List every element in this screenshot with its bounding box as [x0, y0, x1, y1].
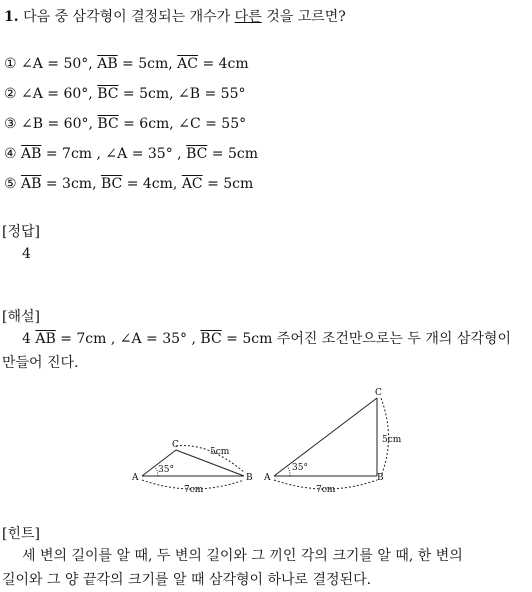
- hint-heading: [힌트]: [2, 526, 40, 542]
- explanation-text: = 7cm , ∠A = 35° ,: [55, 331, 201, 347]
- angle-arc: [287, 466, 290, 476]
- option-marker: ①: [4, 56, 17, 72]
- segment-bc: $\overline{BC}$: [100, 176, 123, 192]
- question-text-end: 것을 고르면?: [266, 9, 346, 25]
- side-ac: [274, 398, 377, 476]
- answer-value: 4: [22, 246, 31, 262]
- question-underlined-word: 다른: [234, 9, 262, 25]
- question-text: 다음 중 삼각형이 결정되는 개수가: [23, 9, 231, 25]
- segment-bc: $\overline{BC}$: [97, 86, 119, 102]
- side-ab-label: 7cm: [316, 485, 336, 495]
- question-number: 1.: [4, 9, 19, 25]
- option-text: = 4cm: [198, 56, 249, 72]
- option-text: = 5cm, ∠B = 55°: [118, 86, 246, 102]
- option-4[interactable]: [4, 146, 258, 162]
- option-text: = 5cm,: [117, 56, 178, 72]
- option-text: = 6cm, ∠C = 55°: [118, 116, 247, 132]
- option-1[interactable]: [4, 56, 249, 72]
- option-text: = 7cm , ∠A = 35° ,: [41, 146, 187, 162]
- option-text: ∠B = 60°,: [21, 116, 98, 132]
- vertex-b-label: B: [246, 473, 253, 483]
- explanation-line-1: [22, 327, 511, 351]
- triangle-figure: [128, 384, 418, 496]
- vertex-c-label: C: [375, 388, 382, 398]
- segment-ac: $\overline{AC}$: [181, 176, 203, 192]
- segment-ab: $\overline{AB}$: [35, 331, 56, 347]
- option-2[interactable]: [4, 86, 246, 102]
- hint-line-2: 길이와 그 양 끝각의 크기를 알 때 삼각형이 하나로 결정된다.: [2, 572, 372, 588]
- segment-ab: $\overline{AB}$: [97, 56, 118, 72]
- vertex-c-label: C: [172, 440, 179, 450]
- segment-bc: $\overline{BC}$: [186, 146, 208, 162]
- vertex-a-label: A: [132, 473, 139, 483]
- segment-ab: $\overline{AB}$: [21, 176, 42, 192]
- explanation-text: = 5cm 주어진 조건만으로는 두 개의 삼각형이: [221, 331, 511, 347]
- option-3[interactable]: [4, 116, 246, 132]
- question-line: [4, 6, 346, 26]
- angle-label: 35°: [158, 465, 174, 475]
- option-5[interactable]: [4, 176, 253, 192]
- hint-line-1: 세 변의 길이를 알 때, 두 변의 길이와 그 끼인 각의 크기를 알 때, 한 변의: [22, 548, 463, 564]
- option-text: = 4cm,: [122, 176, 182, 192]
- option-marker: ③: [4, 116, 17, 132]
- segment-bc: $\overline{BC}$: [97, 116, 119, 132]
- option-text: = 3cm,: [41, 176, 101, 192]
- explanation-text: 4: [22, 331, 36, 347]
- side-bc-label: 5cm: [382, 435, 402, 445]
- option-text: = 5cm: [202, 176, 254, 192]
- option-marker: ②: [4, 86, 17, 102]
- option-marker: ④: [4, 146, 17, 162]
- option-text: ∠A = 50°,: [21, 56, 98, 72]
- triangle-2: [274, 398, 389, 489]
- segment-bc: $\overline{BC}$: [200, 331, 222, 347]
- option-text: ∠A = 60°,: [21, 86, 98, 102]
- option-marker: ⑤: [4, 176, 17, 192]
- side-ab-label: 7cm: [184, 485, 204, 495]
- answer-heading: [정답]: [2, 224, 40, 240]
- segment-ab: $\overline{AB}$: [21, 146, 42, 162]
- side-bc-label: 5cm: [210, 447, 230, 457]
- vertex-b-label: B: [377, 473, 384, 483]
- option-text: = 5cm: [207, 146, 258, 162]
- explanation-heading: [해설]: [2, 309, 40, 325]
- segment-ac: $\overline{AC}$: [177, 56, 198, 72]
- explanation-line-2: 만들어 진다.: [2, 355, 79, 371]
- angle-label: 35°: [292, 463, 308, 473]
- vertex-a-label: A: [264, 473, 271, 483]
